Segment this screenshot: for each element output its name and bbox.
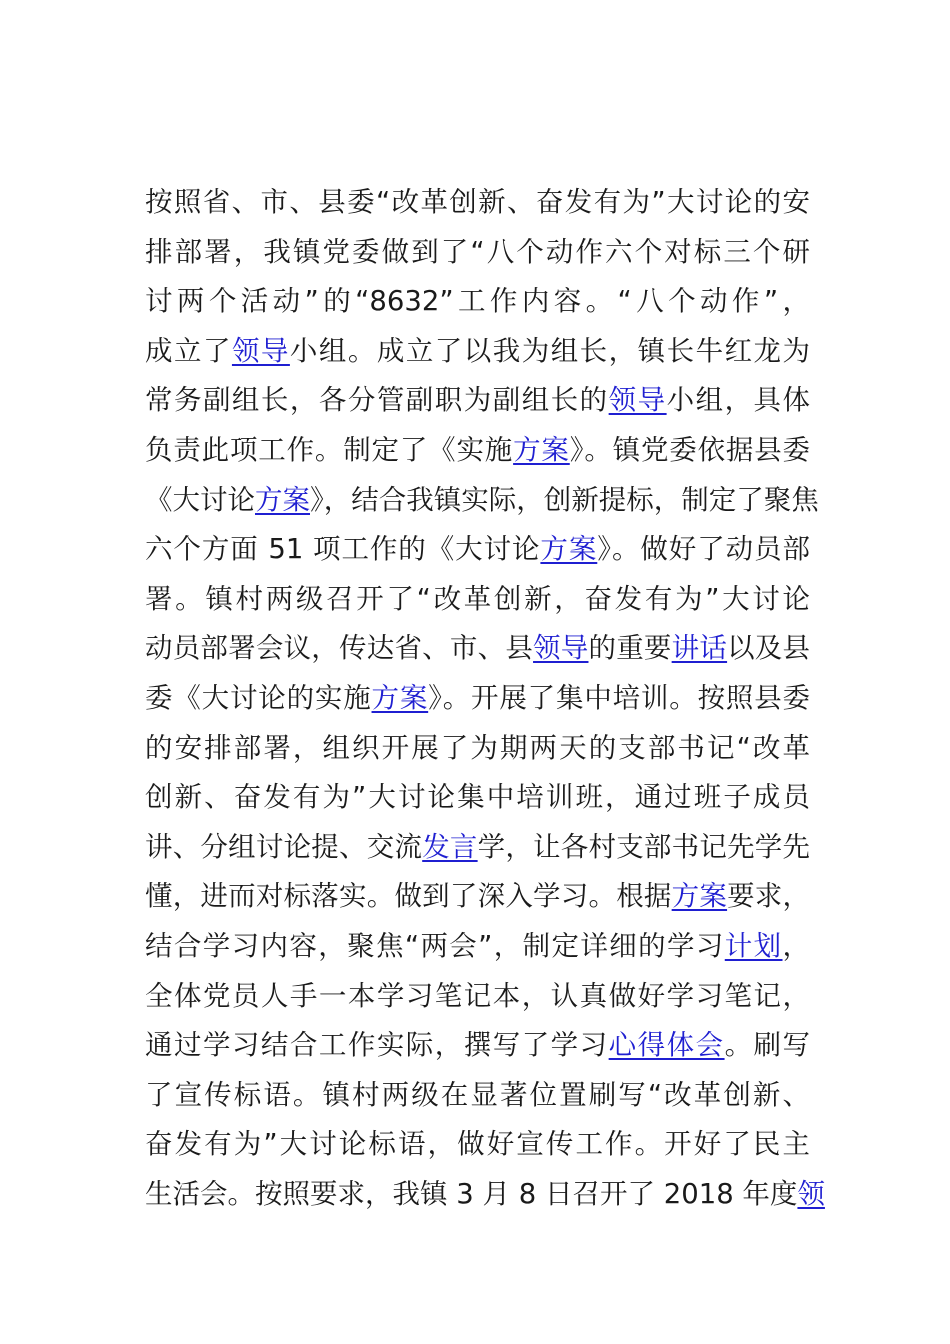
text-line	[145, 1071, 810, 1121]
keyword-link[interactable]: 领导	[231, 334, 290, 367]
text-segment: 讨两个活动”的“8632”工作内容。“八个动作”，	[145, 285, 810, 318]
text-segment: 》，结合我镇实际，创新提标，制定了聚焦	[310, 483, 819, 516]
text-segment: 要求，	[727, 880, 811, 913]
text-line	[145, 426, 810, 476]
keyword-link[interactable]: 领导	[533, 632, 589, 665]
text-segment: 《大讨论	[145, 483, 255, 516]
text-line	[145, 277, 810, 327]
keyword-link[interactable]: 计划	[724, 929, 783, 962]
text-segment: 按照省、市、县委“改革创新、奋发有为”大讨论的安	[145, 186, 810, 218]
text-line	[145, 1120, 810, 1170]
text-line	[145, 1021, 810, 1071]
text-segment: 结合学习内容，聚焦“两会”，制定详细的学习	[145, 929, 725, 962]
text-line	[145, 773, 810, 823]
text-segment: 生活会。按照要求，我镇 3 月 8 日召开了 2018 年度	[145, 1177, 798, 1210]
keyword-link[interactable]: 心得体会	[608, 1029, 725, 1062]
keyword-link[interactable]: 方案	[671, 880, 728, 913]
text-segment: 负责此项工作。制定了《实施	[145, 433, 514, 466]
text-segment: 委《大讨论的实施	[145, 681, 372, 714]
keyword-link[interactable]: 讲话	[671, 632, 728, 665]
text-line	[145, 674, 810, 724]
text-line	[145, 228, 810, 278]
text-segment: 奋发有为”大讨论标语，做好宣传工作。开好了民主	[145, 1128, 810, 1161]
text-segment: 创新、奋发有为”大讨论集中培训班，通过班子成员	[145, 781, 810, 814]
text-segment: 小组，具体	[666, 384, 811, 417]
text-segment: 的重要	[588, 632, 672, 665]
text-segment: 成立了	[145, 334, 232, 367]
text-segment: 讲、分组讨论提、交流	[145, 830, 423, 863]
text-segment: 以及县	[727, 632, 811, 665]
text-line	[145, 922, 810, 972]
text-segment: 排部署，我镇党委做到了“八个动作六个对标三个研	[145, 235, 810, 268]
text-line	[145, 476, 819, 526]
text-segment: 动员部署会议，传达省、市、县	[145, 632, 534, 665]
text-segment: 了宣传标语。镇村两级在显著位置刷写“改革创新、	[145, 1078, 810, 1111]
text-line	[145, 1170, 825, 1220]
text-line	[145, 575, 810, 625]
text-segment: 学，让各村支部书记先学先	[477, 830, 811, 863]
text-line	[145, 823, 810, 873]
keyword-link[interactable]: 发言	[422, 830, 478, 863]
keyword-link[interactable]: 领	[797, 1177, 825, 1210]
text-line	[145, 724, 810, 774]
text-line	[145, 327, 810, 377]
text-segment: 的安排部署，组织开展了为期两天的支部书记“改革	[145, 731, 810, 764]
text-segment: 全体党员人手一本学习笔记本，认真做好学习笔记，	[145, 979, 810, 1012]
text-line	[145, 376, 810, 426]
keyword-link[interactable]: 方案	[255, 483, 310, 516]
text-line	[145, 525, 810, 575]
text-segment: 署。镇村两级召开了“改革创新，奋发有为”大讨论	[145, 582, 810, 615]
text-segment: 。刷写	[724, 1029, 811, 1062]
keyword-link[interactable]: 领导	[608, 384, 667, 417]
text-segment: 》。开展了集中培训。按照县委	[428, 681, 811, 714]
keyword-link[interactable]: 方案	[540, 533, 598, 566]
text-segment: 通过学习结合工作实际，撰写了学习	[145, 1029, 609, 1062]
text-segment: 六个方面 51 项工作的《大讨论	[145, 533, 541, 566]
text-segment: 小组。成立了以我为组长，镇长牛红龙为	[289, 334, 811, 367]
keyword-link[interactable]: 方案	[371, 681, 429, 714]
text-line	[145, 624, 810, 674]
text-line	[145, 972, 810, 1022]
text-segment: 》。镇党委依据县委	[569, 433, 811, 466]
text-segment: 常务副组长，各分管副职为副组长的	[145, 384, 609, 417]
text-segment: ，	[782, 929, 811, 962]
text-line	[145, 872, 810, 922]
keyword-link[interactable]: 方案	[513, 433, 570, 466]
text-segment: 》。做好了动员部	[597, 533, 811, 566]
document-page	[145, 178, 825, 1219]
text-line	[145, 178, 810, 228]
text-segment: 懂，进而对标落实。做到了深入学习。根据	[145, 880, 672, 913]
